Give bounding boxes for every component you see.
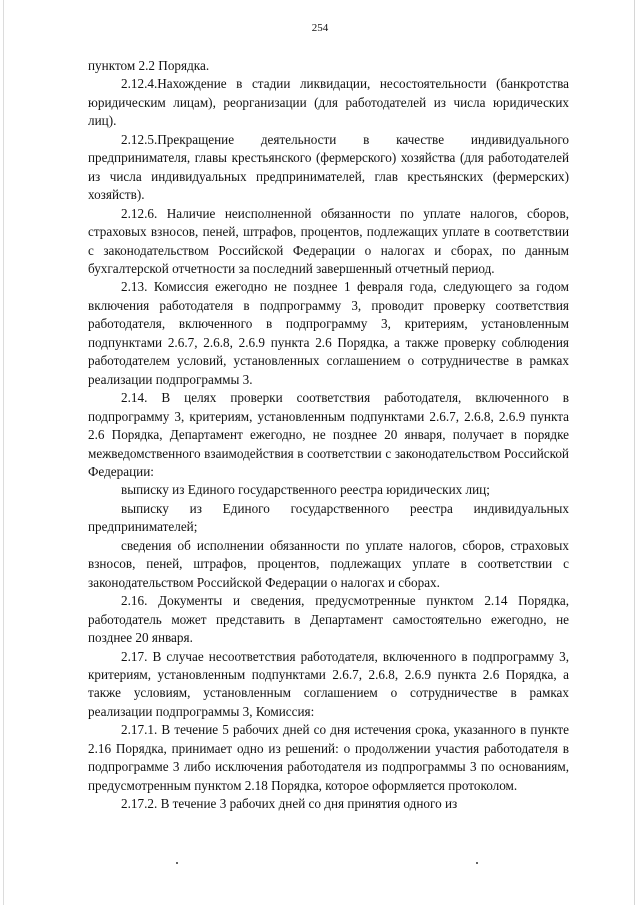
- paragraph-2-17-1: 2.17.1. В течение 5 рабочих дней со дня истечения срока, указанного в пункте 2.16 Порядка, принимает одно из решений: о продолжении участия работодателя в подпрограмме 3 либо исключения работодателя из подпрограммы 3 по основаниям, предусмотренным пунктом 2.18 Порядка, которое оформляется протоколом.: [88, 722, 569, 793]
- paragraph-2-13: 2.13. Комиссия ежегодно не позднее 1 февраля года, следующего за годом включения работодателя в подпрограмму 3, проводит проверку соответствия работодателя, включенного в подпрограмму 3, критериям, установленным подпунктами 2.6.7, 2.6.8, 2.6.9 пункта 2.6 Порядка, а также проверку соблюдения работодателем условий, установленных соглашением о сотрудничестве в рамках реализации подпрограммы 3.: [88, 279, 569, 387]
- scan-edge-left: [3, 0, 4, 905]
- document-body: [88, 57, 569, 814]
- list-item-egrul-extract: выписку из Единого государственного реестра юридических лиц;: [121, 482, 490, 498]
- paragraph-2-17: 2.17. В случае несоответствия работодателя, включенного в подпрограмму 3, критериям, установленным подпунктами 2.6.7, 2.6.8, 2.6.9 пункта 2.6 Порядка, а также условиям, установленным соглашением о сотрудничестве в рамках реализации подпрограммы 3, Комиссия:: [88, 648, 569, 719]
- paragraph-continuation: пунктом 2.2 Порядка.: [88, 58, 210, 73]
- paragraph-2-14: 2.14. В целях проверки соответствия работодателя, включенного в подпрограмму 3, критериям, установленным подпунктами 2.6.7, 2.6.8, 2.6.9 пункта 2.6 Порядка, Департамент ежегодно, не позднее 20 января, получает в порядке межведомственного взаимодействия в соответствии с законодательством Российской Федерации:: [88, 390, 569, 479]
- paragraph-2-12-5: 2.12.5.Прекращение деятельности в качестве индивидуального предпринимателя, главы крестьянского (фермерского) хозяйства (для работодателей из числа индивидуальных предпринимателей, глав крестьянских (фермерских) хозяйств).: [88, 131, 569, 203]
- list-item-egrip-extract: выписку из Единого государственного реестра индивидуальных предпринимателей;: [88, 500, 569, 535]
- paragraph-2-12-4: 2.12.4.Нахождение в стадии ликвидации, несостоятельности (банкротства юридическим лицам), реорганизации (для работодателей из числа юридических лиц).: [88, 76, 569, 129]
- scan-speck: [476, 862, 478, 864]
- paragraph-2-17-2: 2.17.2. В течение 3 рабочих дней со дня принятия одного из: [121, 796, 458, 812]
- list-item-tax-info: сведения об исполнении обязанности по уплате налогов, сборов, страховых взносов, пеней, штрафов, процентов, подлежащих уплате в соответствии с законодательством Российской Федерации о налогах и сборах.: [88, 537, 569, 590]
- paragraph-2-12-6: 2.12.6. Наличие неисполненной обязанности по уплате налогов, сборов, страховых взносов, пеней, штрафов, процентов, подлежащих уплате в соответствии с законодательством Российской Федерации о налогах и сборах, по данным бухгалтерской отчетности за последний завершенный отчетный период.: [88, 205, 569, 276]
- paragraph-2-16: 2.16. Документы и сведения, предусмотренные пунктом 2.14 Порядка, работодатель может представить в Департамент самостоятельно ежегодно, не позднее 20 января.: [88, 593, 569, 646]
- page-number: 254: [311, 22, 329, 34]
- scan-edge-right: [634, 0, 635, 905]
- scan-speck: [176, 862, 178, 864]
